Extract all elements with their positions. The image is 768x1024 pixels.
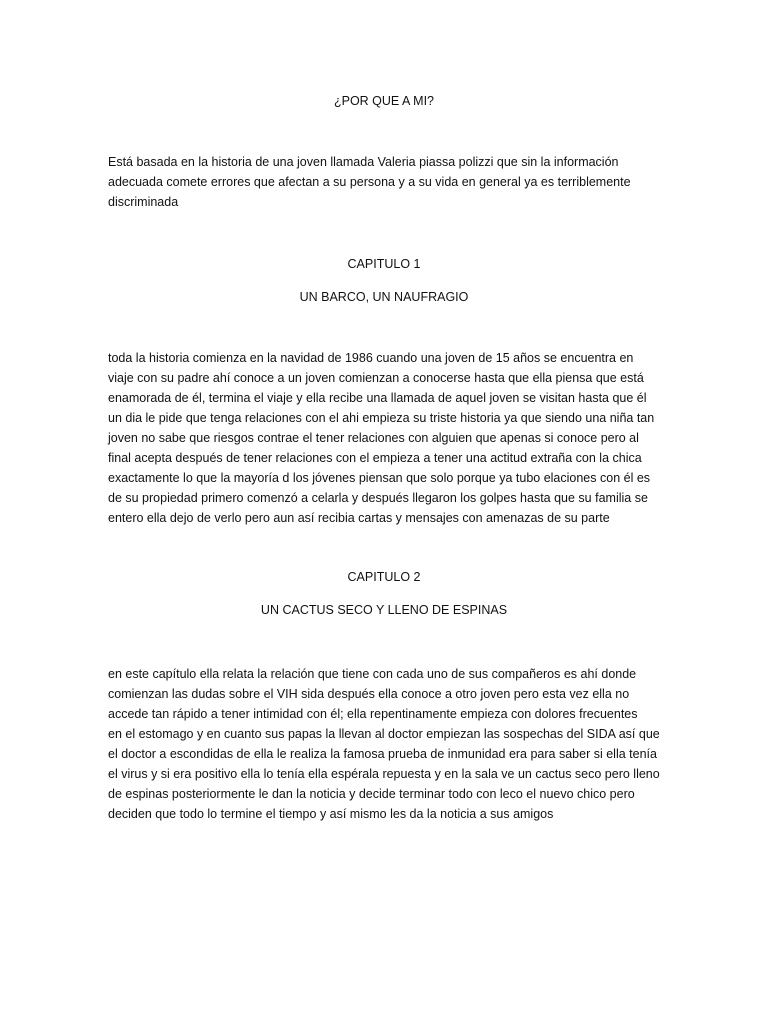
- text-line: final acepta después de tener relaciones con el empieza a tener una actitud extraña con la chica: [108, 451, 642, 465]
- chapter2-heading: CAPITULO 2: [347, 570, 421, 584]
- text-line: adecuada comete errores que afectan a su persona y a su vida en general ya es terriblemente: [108, 175, 631, 189]
- text-line: comienzan las dudas sobre el VIH sida después ella conoce a otro joven pero esta vez ella no: [108, 687, 630, 701]
- chapter1-heading: CAPITULO 1: [347, 257, 421, 271]
- document-title: ¿POR QUE A MI?: [333, 94, 435, 108]
- chapter2-subtitle: UN CACTUS SECO Y LLENO DE ESPINAS: [260, 603, 508, 617]
- text-line: toda la historia comienza en la navidad de 1986 cuando una joven de 15 años se encuentra en: [108, 351, 634, 365]
- text-line: viaje con su padre ahí conoce a un joven comienzan a conocerse hasta que ella piensa que está: [108, 371, 644, 385]
- chapter1-paragraph: [108, 348, 668, 528]
- text-line: discriminada: [108, 195, 179, 209]
- chapter2-paragraph: [108, 664, 668, 824]
- text-line: un dia le pide que tenga relaciones con el ahi empieza su triste historia ya que siendo una niña tan: [108, 411, 655, 425]
- text-line: entero ella dejo de verlo pero aun así recibia cartas y mensajes con amenazas de su parte: [108, 511, 610, 525]
- text-line: deciden que todo lo termine el tiempo y así mismo les da la noticia a sus amigos: [108, 807, 554, 821]
- text-line: el doctor a escondidas de ella le realiza la famosa prueba de inmunidad era para saber si ella tenía: [108, 747, 657, 761]
- text-line: de espinas posteriormente le dan la noticia y decide terminar todo con leco el nuevo chico pero: [108, 787, 635, 801]
- text-line: Está basada en la historia de una joven llamada Valeria piassa polizzi que sin la información: [108, 155, 619, 169]
- text-line: en este capítulo ella relata la relación que tiene con cada uno de sus compañeros es ahí donde: [108, 667, 637, 681]
- text-line: joven no sabe que riesgos contrae el tener relaciones con alguien que apenas si conoce pero al: [108, 431, 639, 445]
- text-line: en el estomago y en cuanto sus papas la llevan al doctor empiezan las sospechas del SIDA así que: [108, 727, 660, 741]
- chapter1-subtitle: UN BARCO, UN NAUFRAGIO: [299, 290, 469, 304]
- intro-paragraph: [108, 152, 668, 212]
- text-line: accede tan rápido a tener intimidad con él; ella repentinamente empieza con dolores frecuentes: [108, 707, 638, 721]
- text-line: exactamente lo que la mayoría d los jóvenes piensan que solo porque ya tubo elaciones con él es: [108, 471, 651, 485]
- text-line: enamorada de él, termina el viaje y ella recibe una llamada de aquel joven se visitan hasta que él: [108, 391, 647, 405]
- text-line: de su propiedad primero comenzó a celarla y después llegaron los golpes hasta que su familia se: [108, 491, 648, 505]
- text-line: el virus y si era positivo ella lo tenía ella espérala repuesta y en la sala ve un cactus seco pero lleno: [108, 767, 660, 781]
